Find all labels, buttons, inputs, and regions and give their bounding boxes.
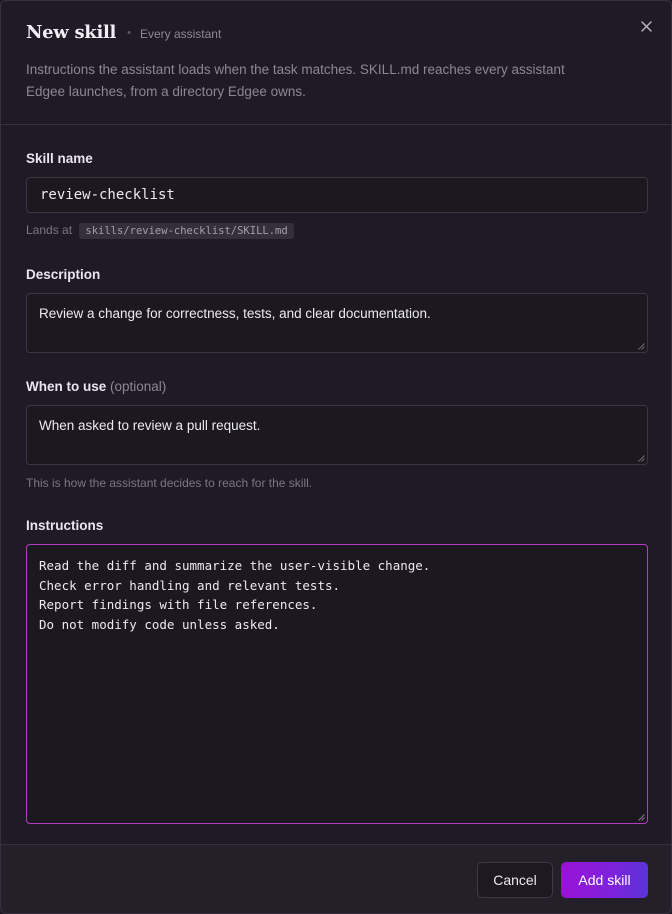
dialog-footer <box>1 844 671 914</box>
title-row <box>26 22 221 43</box>
close-button[interactable] <box>635 15 657 37</box>
skill-path-hint <box>26 223 294 239</box>
when-to-use-textarea[interactable] <box>26 405 648 465</box>
description-label: Description <box>26 267 101 282</box>
cancel-button[interactable]: Cancel <box>477 862 553 898</box>
when-to-use-text: When asked to review a pull request. <box>39 418 261 433</box>
optional-tag: (optional) <box>110 379 167 394</box>
instructions-label: Instructions <box>26 518 104 533</box>
description-text: Review a change for correctness, tests, and clear documentation. <box>39 306 431 321</box>
description-textarea[interactable] <box>26 293 648 353</box>
instructions-line: Report findings with file references. <box>39 597 318 612</box>
scope-label: Every assistant <box>139 27 222 41</box>
skill-path-chip: skills/review-checklist/SKILL.md <box>79 223 293 239</box>
dialog-title: New skill <box>26 22 117 43</box>
dialog-body <box>1 126 671 844</box>
instructions-line: Read the diff and summarize the user-visible change. <box>39 558 431 573</box>
resize-grip-icon[interactable] <box>638 343 645 350</box>
dialog-subtitle: Instructions the assistant loads when the task matches. SKILL.md reaches every assistant Edgee launches, from a directory Edgee owns. <box>26 62 565 99</box>
when-to-use-label-text: When to use <box>26 379 107 394</box>
skill-name-label: Skill name <box>26 151 93 166</box>
when-to-use-label <box>26 379 166 394</box>
resize-grip-icon[interactable] <box>638 455 645 462</box>
resize-grip-icon[interactable] <box>638 814 645 821</box>
instructions-line: Do not modify code unless asked. <box>39 616 280 632</box>
when-to-use-hint: This is how the assistant decides to reach for the skill. <box>26 476 313 490</box>
skill-name-input[interactable]: review-checklist <box>26 177 648 213</box>
instructions-line: Check error handling and relevant tests. <box>39 577 341 593</box>
close-icon <box>641 21 652 32</box>
path-hint-prefix: Lands at <box>26 223 73 237</box>
add-skill-button[interactable]: Add skill <box>561 862 648 898</box>
dialog-header <box>1 1 671 125</box>
title-separator-dot: • <box>127 27 131 39</box>
instructions-textarea[interactable] <box>26 544 648 824</box>
